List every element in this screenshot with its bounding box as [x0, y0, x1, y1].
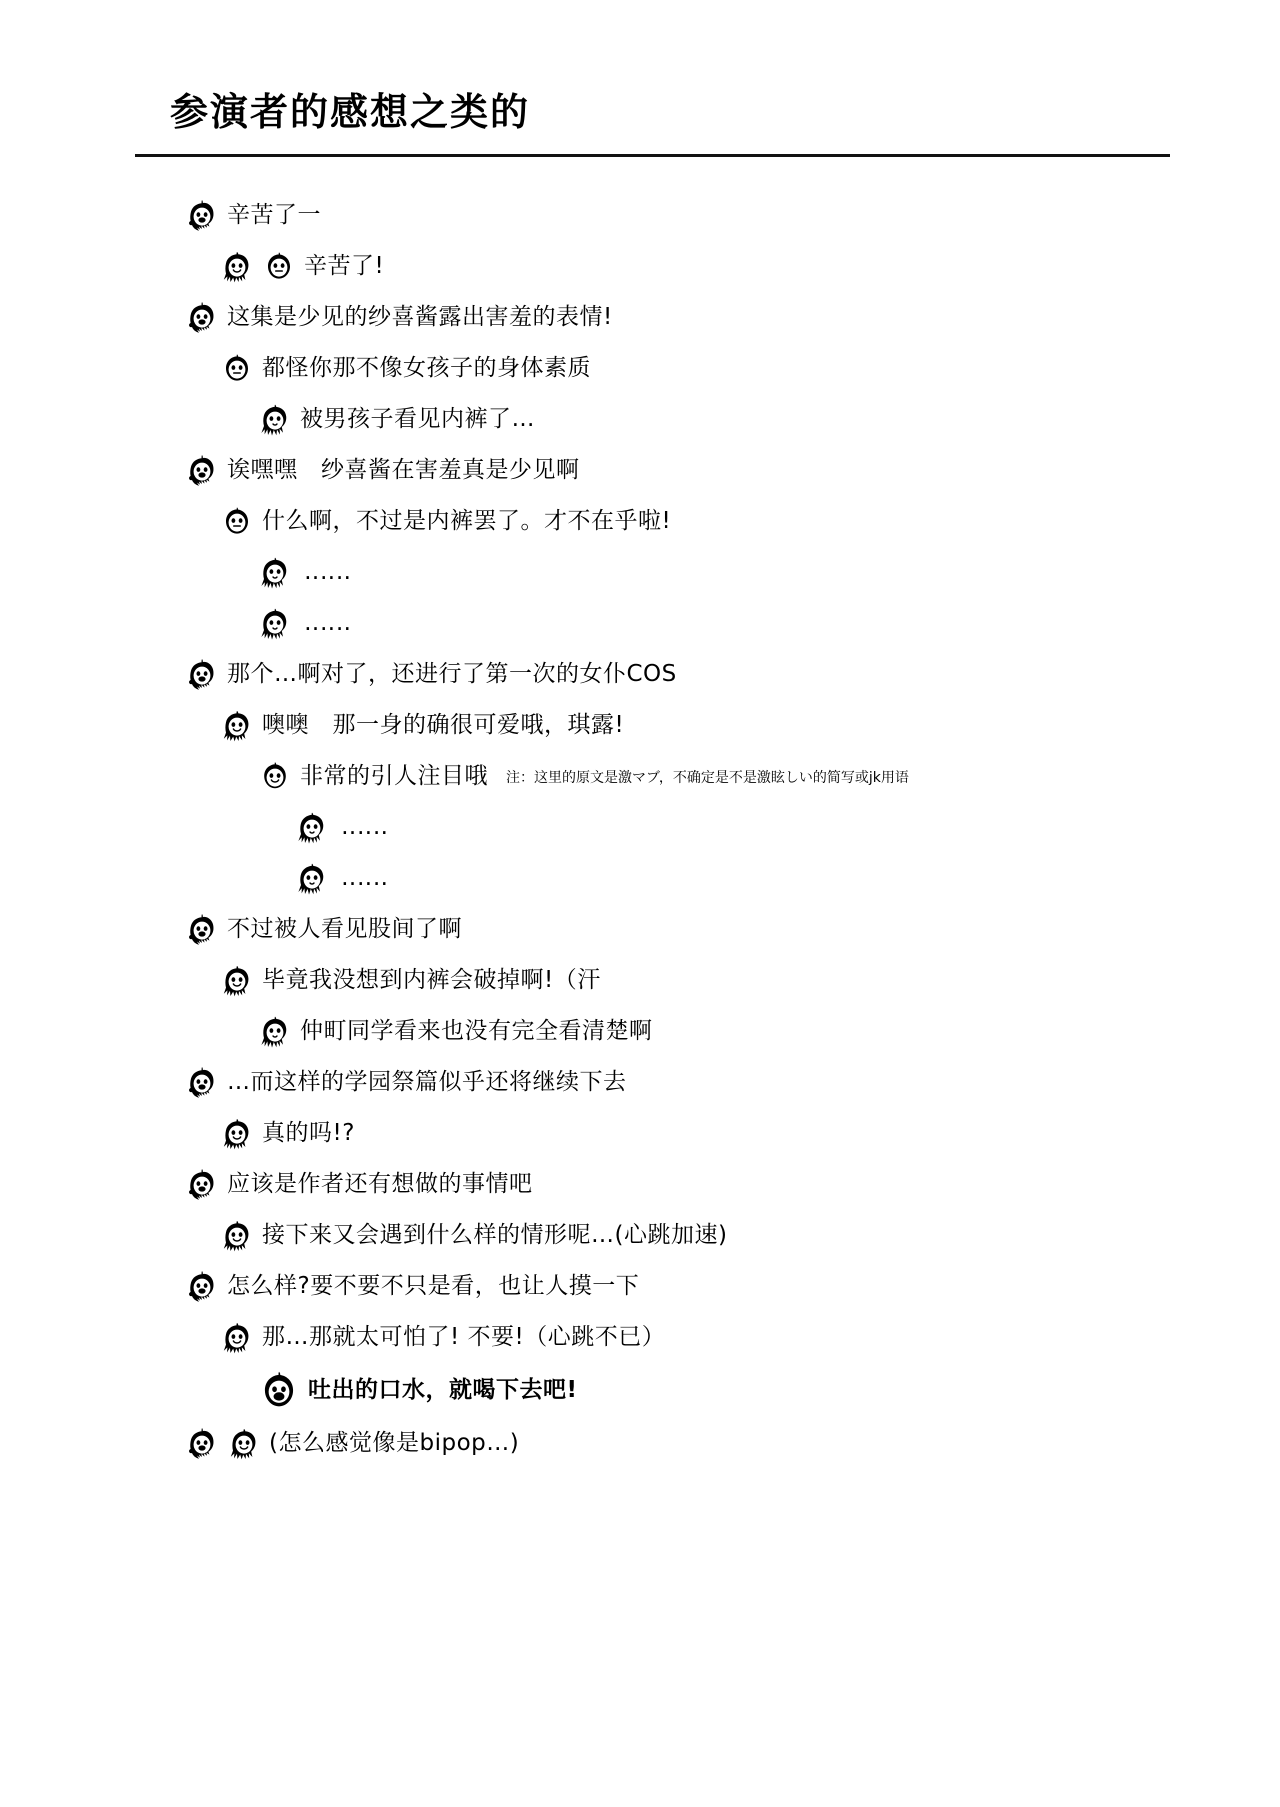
comment-text: 那…那就太可怕了! 不要!（心跳不已） [262, 1324, 666, 1351]
translator-note: 注：这里的原文是激マブ，不确定是不是激眩しい的简写或jk用语 [506, 769, 909, 786]
comment-thread [0, 197, 1280, 1463]
girl-spiky-hair-icon [185, 199, 227, 233]
comment-text: 怎么样?要不要不只是看，也让人摸一下 [227, 1273, 640, 1300]
girl-shout-icon [258, 1370, 308, 1412]
girl-long-hair-icon [220, 964, 262, 998]
title-block [0, 0, 1280, 136]
girl-long-hair-icon [220, 1219, 262, 1253]
comment-line [0, 1319, 1280, 1357]
comment-line [0, 401, 1280, 439]
girl-spiky-hair-icon [185, 1066, 227, 1100]
comment-line [0, 809, 1280, 847]
comment-text: 诶嘿嘿 纱喜酱在害羞真是少见啊 [227, 457, 580, 484]
girl-round-face-icon [262, 250, 304, 284]
page-title: 参演者的感想之类的 [170, 90, 531, 134]
comment-text: 接下来又会遇到什么样的情形呢…(心跳加速) [262, 1222, 728, 1249]
girl-spiky-hair-icon [185, 301, 227, 335]
comment-text: 吐出的口水，就喝下去吧! [308, 1377, 578, 1404]
avatar-group [185, 658, 227, 692]
comment-line [0, 860, 1280, 898]
comment-line [0, 197, 1280, 235]
avatar-group [295, 862, 337, 896]
avatar-group [220, 964, 262, 998]
girl-long-hair-icon [227, 1427, 269, 1461]
girl-spiky-hair-icon [185, 658, 227, 692]
comment-text: ‥‥‥ [304, 610, 352, 637]
comment-line [0, 554, 1280, 592]
girl-long-hair-icon [220, 1117, 262, 1151]
comment-text: 应该是作者还有想做的事情吧 [227, 1171, 533, 1198]
avatar-group [220, 1219, 262, 1253]
comment-line [0, 1268, 1280, 1306]
comment-line [0, 503, 1280, 541]
avatar-group [220, 1117, 262, 1151]
comment-text: 毕竟我没想到内裤会破掉啊!（汗 [262, 967, 601, 994]
comment-text: 辛苦了一 [227, 202, 321, 229]
title-divider [135, 154, 1170, 157]
girl-bob-hair-icon [295, 862, 337, 896]
avatar-group [220, 352, 262, 386]
girl-spiky-hair-icon [185, 454, 227, 488]
girl-round-face-icon [220, 352, 262, 386]
comment-line [0, 707, 1280, 745]
comment-text: 噢噢 那一身的确很可爱哦，琪露! [262, 712, 625, 739]
comment-line [0, 605, 1280, 643]
comment-text: 这集是少见的纱喜酱露出害羞的表情! [227, 304, 613, 331]
comment-text: (怎么感觉像是bipop…) [269, 1430, 520, 1457]
avatar-group [185, 454, 227, 488]
avatar-group [185, 1427, 269, 1461]
avatar-group [258, 403, 300, 437]
comment-line [0, 1166, 1280, 1204]
comment-text: 真的吗!? [262, 1120, 355, 1147]
girl-bob-hair-icon [258, 607, 300, 641]
avatar-group [295, 811, 337, 845]
girl-spiky-hair-icon [185, 913, 227, 947]
comment-text: 被男孩子看见内裤了… [300, 406, 535, 433]
comment-line [0, 758, 1280, 796]
comment-line [0, 452, 1280, 490]
comment-line [0, 350, 1280, 388]
avatar-group [258, 607, 300, 641]
comment-text: 都怪你那不像女孩子的身体素质 [262, 355, 591, 382]
comment-line [0, 1217, 1280, 1255]
comment-line [0, 911, 1280, 949]
avatar-group [185, 1066, 227, 1100]
avatar-group [185, 199, 227, 233]
comment-text: 不过被人看见股间了啊 [227, 916, 462, 943]
avatar-group [258, 1015, 300, 1049]
comment-text: 那个…啊对了，还进行了第一次的女仆COS [227, 661, 677, 688]
comment-text: …而这样的学园祭篇似乎还将继续下去 [227, 1069, 627, 1096]
avatar-group [220, 709, 262, 743]
comment-text: 仲町同学看来也没有完全看清楚啊 [300, 1018, 653, 1045]
girl-long-hair-icon [220, 1321, 262, 1355]
avatar-group [258, 760, 300, 794]
avatar-group [258, 1370, 308, 1412]
comment-text: 什么啊，不过是内裤罢了。才不在乎啦! [262, 508, 672, 535]
comment-text: 辛苦了! [304, 253, 385, 280]
comment-text: ‥‥‥ [341, 865, 389, 892]
girl-spiky-hair-icon [185, 1168, 227, 1202]
girl-long-hair-icon [220, 250, 262, 284]
avatar-group [220, 1321, 262, 1355]
comment-line [0, 1013, 1280, 1051]
comment-line [0, 1425, 1280, 1463]
girl-smile-icon [258, 760, 300, 794]
comment-line [0, 1064, 1280, 1102]
comment-line [0, 1370, 1280, 1412]
comment-line [0, 656, 1280, 694]
comment-text: ‥‥‥ [341, 814, 389, 841]
avatar-group [220, 505, 262, 539]
comment-text: 非常的引人注目哦 [300, 763, 488, 790]
comment-line [0, 1115, 1280, 1153]
avatar-group [220, 250, 304, 284]
avatar-group [185, 1270, 227, 1304]
girl-bob-hair-icon [258, 1015, 300, 1049]
comment-text: ‥‥‥ [304, 559, 352, 586]
girl-spiky-hair-icon [185, 1270, 227, 1304]
comment-line [0, 299, 1280, 337]
comment-line [0, 962, 1280, 1000]
girl-spiky-hair-icon [185, 1427, 227, 1461]
girl-bob-hair-icon [295, 811, 337, 845]
girl-long-hair-icon [220, 709, 262, 743]
avatar-group [185, 1168, 227, 1202]
girl-bob-hair-icon [258, 403, 300, 437]
avatar-group [258, 556, 300, 590]
girl-round-face-icon [220, 505, 262, 539]
avatar-group [185, 301, 227, 335]
girl-bob-hair-icon [258, 556, 300, 590]
avatar-group [185, 913, 227, 947]
comment-line [0, 248, 1280, 286]
